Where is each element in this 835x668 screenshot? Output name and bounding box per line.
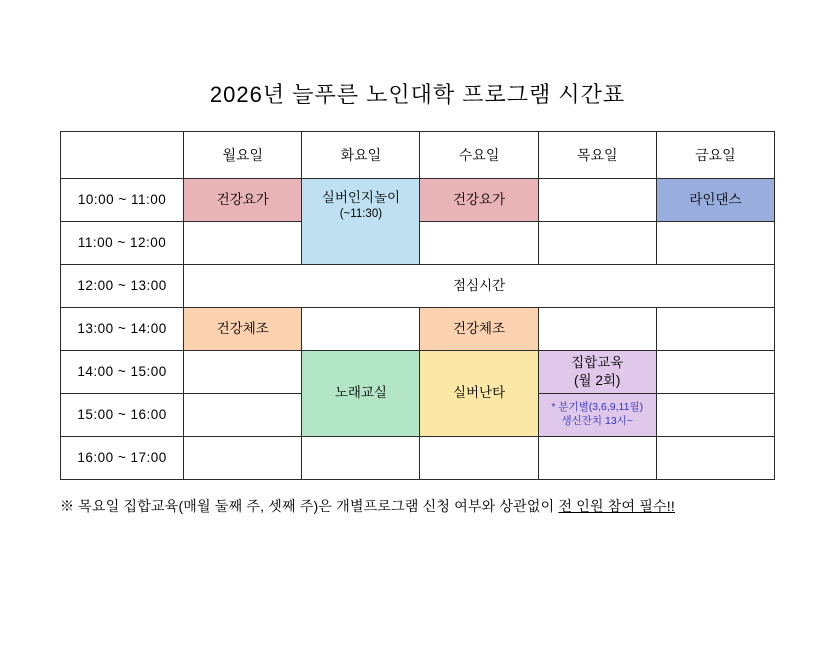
cell-tue-10-main: 실버인지놀이 bbox=[321, 190, 401, 205]
cell-thu-15 bbox=[538, 394, 656, 437]
cell-wed-16 bbox=[420, 437, 538, 480]
footnote bbox=[60, 496, 775, 516]
table-row bbox=[61, 308, 775, 351]
cell-thu-11 bbox=[538, 222, 656, 265]
cell-mon-16 bbox=[184, 437, 302, 480]
cell-mon-11 bbox=[184, 222, 302, 265]
cell-mon-15 bbox=[184, 394, 302, 437]
header-day-tuesday: 화요일 bbox=[302, 132, 420, 179]
cell-lunch-time: 점심시간 bbox=[184, 265, 775, 308]
cell-thu-15-note2: 생신잔치 13시~ bbox=[561, 415, 633, 427]
cell-fri-14 bbox=[656, 351, 774, 394]
document-page bbox=[0, 78, 835, 668]
cell-fri-16 bbox=[656, 437, 774, 480]
cell-thu-14 bbox=[538, 351, 656, 394]
header-day-wednesday: 수요일 bbox=[420, 132, 538, 179]
table-row bbox=[61, 437, 775, 480]
header-day-monday: 월요일 bbox=[184, 132, 302, 179]
table-row bbox=[61, 351, 775, 394]
footnote-text: ※ 목요일 집합교육(매월 둘째 주, 셋째 주)은 개별프로그램 신청 여부와 상관없이 bbox=[60, 498, 559, 514]
cell-wed-14: 실버난타 bbox=[420, 351, 538, 437]
cell-thu-10 bbox=[538, 179, 656, 222]
header-corner-cell bbox=[61, 132, 184, 179]
cell-thu-14-line2: (월 2회) bbox=[574, 373, 621, 388]
time-label-11-12: 11:00 ~ 12:00 bbox=[61, 222, 184, 265]
cell-mon-14 bbox=[184, 351, 302, 394]
cell-tue-16 bbox=[302, 437, 420, 480]
cell-mon-13: 건강체조 bbox=[184, 308, 302, 351]
cell-thu-15-note1: * 분기별(3,6,9,11월) bbox=[551, 401, 644, 414]
table-row bbox=[61, 179, 775, 222]
cell-wed-13: 건강체조 bbox=[420, 308, 538, 351]
cell-thu-13 bbox=[538, 308, 656, 351]
cell-tue-13 bbox=[302, 308, 420, 351]
time-label-13-14: 13:00 ~ 14:00 bbox=[61, 308, 184, 351]
cell-tue-10 bbox=[302, 179, 420, 265]
schedule-table-wrapper bbox=[60, 131, 775, 480]
cell-wed-11 bbox=[420, 222, 538, 265]
cell-fri-10: 라인댄스 bbox=[656, 179, 774, 222]
page-title: 2026년 늘푸른 노인대학 프로그램 시간표 bbox=[209, 82, 626, 107]
table-row-lunch bbox=[61, 265, 775, 308]
cell-tue-14: 노래교실 bbox=[302, 351, 420, 437]
cell-fri-13 bbox=[656, 308, 774, 351]
time-label-15-16: 15:00 ~ 16:00 bbox=[61, 394, 184, 437]
time-label-12-13: 12:00 ~ 13:00 bbox=[61, 265, 184, 308]
cell-wed-10: 건강요가 bbox=[420, 179, 538, 222]
table-header-row bbox=[61, 132, 775, 179]
time-label-16-17: 16:00 ~ 17:00 bbox=[61, 437, 184, 480]
cell-tue-10-sub: (~11:30) bbox=[339, 208, 383, 221]
footnote-emphasis: 전 인원 참여 필수!! bbox=[558, 498, 675, 514]
cell-fri-11 bbox=[656, 222, 774, 265]
cell-thu-16 bbox=[538, 437, 656, 480]
cell-mon-10: 건강요가 bbox=[184, 179, 302, 222]
time-label-10-11: 10:00 ~ 11:00 bbox=[61, 179, 184, 222]
header-day-friday: 금요일 bbox=[656, 132, 774, 179]
cell-thu-14-line1: 집합교육 bbox=[571, 354, 624, 370]
header-day-thursday: 목요일 bbox=[538, 132, 656, 179]
cell-fri-15 bbox=[656, 394, 774, 437]
schedule-table bbox=[60, 131, 775, 480]
time-label-14-15: 14:00 ~ 15:00 bbox=[61, 351, 184, 394]
